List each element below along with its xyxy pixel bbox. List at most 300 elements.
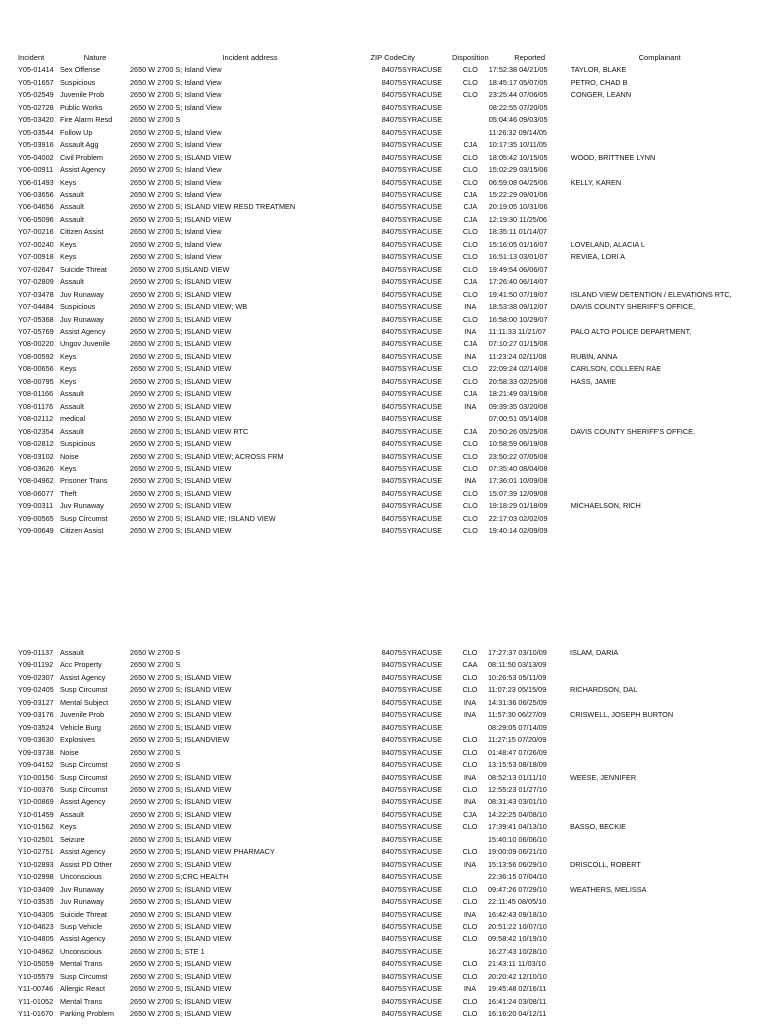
city-cell: SYRACUSE — [402, 809, 443, 819]
city-cell: SYRACUSE — [402, 648, 443, 657]
address-cell: 2650 W 2700 S; ISLAND VIEW — [130, 959, 232, 969]
city-cell: SYRACUSE — [402, 289, 443, 299]
reported-cell: 11:11:33 11/21/07 — [488, 326, 546, 336]
complainant-cell — [570, 697, 748, 709]
disposition-cell: CLO — [462, 488, 478, 498]
header-disposition: Disposition — [452, 53, 489, 62]
nature-cell: Juv Runaway — [60, 501, 104, 511]
reported-cell: 01:48:47 07/26/09 — [488, 747, 547, 757]
city-cell: SYRACUSE — [402, 214, 443, 224]
zip-cell: 84075 — [381, 339, 402, 349]
address-cell: 2650 W 2700 S; ISLAND VIEW — [130, 364, 232, 374]
table-row — [18, 896, 748, 908]
zip-cell: 84075 — [381, 202, 402, 212]
address-cell: 2650 W 2700 S; ISLAND VIEW — [130, 501, 232, 511]
incident-cell: Y10-05579 — [18, 971, 54, 981]
table-row — [18, 451, 749, 463]
reported-cell: 19:45:48 02/16/11 — [488, 984, 547, 994]
incident-cell: Y07-05368 — [18, 314, 54, 324]
address-cell: 2650 W 2700 S; ISLAND VIEW — [130, 834, 232, 844]
zip-cell: 84075 — [381, 376, 402, 386]
disposition-cell: CLO — [462, 513, 478, 523]
address-cell: 2650 W 2700 S; Island View — [130, 127, 222, 137]
nature-cell: Susp Circumst — [60, 760, 108, 770]
complainant-cell: RUBIN, ANNA — [570, 351, 618, 361]
complainant-cell — [571, 276, 749, 288]
complainant-cell — [571, 314, 749, 326]
address-cell: 2650 W 2700 S; Island View — [130, 252, 222, 262]
zip-cell: 84075 — [381, 302, 402, 312]
table-row — [18, 809, 748, 821]
reported-cell: 08:31:43 03/01/10 — [488, 797, 547, 807]
table-row — [18, 338, 749, 350]
zip-cell: 84075 — [381, 672, 402, 682]
table-row — [18, 513, 749, 525]
incident-cell: Y08-06077 — [18, 488, 54, 498]
complainant-cell — [570, 946, 748, 958]
table-row — [18, 264, 749, 276]
complainant-cell — [570, 809, 748, 821]
address-cell: 2650 W 2700 S; ISLAND VIEW — [130, 152, 232, 162]
nature-cell: Susp Circumst — [60, 772, 108, 782]
city-cell: SYRACUSE — [402, 685, 443, 695]
complainant-cell — [570, 933, 748, 945]
complainant-cell: RICHARDSON, DAL — [570, 685, 638, 695]
address-cell: 2650 W 2700 S; Island View — [130, 239, 222, 249]
nature-cell: Juv Runaway — [60, 897, 104, 907]
reported-cell: 10:26:53 05/11/09 — [488, 672, 547, 682]
incident-cell: Y06-05096 — [18, 214, 54, 224]
address-cell: 2650 W 2700 S; ISLAND VIEW — [130, 339, 232, 349]
disposition-cell: CLO — [462, 65, 478, 75]
address-cell: 2650 W 2700 S; ISLAND VIEW — [130, 710, 232, 720]
complainant-cell — [570, 958, 748, 970]
disposition-cell: CLO — [462, 735, 478, 745]
incident-cell: Y07-02809 — [18, 277, 54, 287]
nature-cell: Susp Circumst — [60, 513, 108, 523]
address-cell: 2650 W 2700 S; ISLAND VIEW — [130, 289, 232, 299]
reported-cell: 18:21:49 03/19/08 — [488, 389, 548, 399]
nature-cell: Assist Agency — [60, 847, 106, 857]
address-cell: 2650 W 2700 S — [130, 115, 181, 125]
nature-cell: medical — [60, 414, 86, 424]
zip-cell: 84075 — [381, 660, 402, 670]
disposition-cell: INA — [463, 697, 477, 707]
complainant-cell — [570, 747, 748, 759]
city-cell: SYRACUSE — [402, 672, 443, 682]
complainant-cell — [570, 722, 748, 734]
complainant-cell: DAVIS COUNTY SHERIFF'S OFFICE, — [570, 302, 696, 312]
city-cell: SYRACUSE — [402, 389, 443, 399]
disposition-cell: INA — [464, 351, 477, 361]
reported-cell: 17:26:40 06/14/07 — [488, 277, 548, 287]
incident-cell: Y06-03656 — [18, 189, 54, 199]
incident-cell: Y09-00311 — [18, 501, 54, 511]
nature-cell: Public Works — [60, 102, 103, 112]
table-row — [18, 77, 749, 89]
address-cell: 2650 W 2700 S;CRC HEALTH — [130, 872, 229, 882]
disposition-cell: INA — [463, 797, 477, 807]
incident-cell: Y05-03916 — [18, 140, 54, 150]
complainant-cell — [571, 463, 749, 475]
table-row — [18, 846, 748, 858]
city-cell: SYRACUSE — [402, 959, 443, 969]
incident-cell: Y09-01137 — [18, 648, 54, 657]
city-cell: SYRACUSE — [402, 747, 443, 757]
incident-cell: Y10-02751 — [18, 847, 54, 857]
disposition-cell: CLO — [462, 177, 478, 187]
reported-cell: 23:25:44 07/06/05 — [488, 90, 548, 100]
incident-cell: Y08-00592 — [18, 351, 54, 361]
incident-cell: Y08-00656 — [18, 364, 54, 374]
reported-cell: 18:45:17 05/07/05 — [488, 77, 548, 87]
nature-cell: Assault — [60, 648, 84, 657]
nature-cell: Allergic React — [60, 984, 106, 994]
incident-cell: Y09-00565 — [18, 513, 54, 523]
reported-cell: 17:27:37 03/10/09 — [488, 648, 547, 657]
reported-cell: 15:07:39 12/09/08 — [488, 488, 548, 498]
disposition-cell: CLO — [462, 1009, 478, 1019]
address-cell: 2650 W 2700 S; ISLAND VIEW — [130, 1009, 232, 1019]
disposition-cell — [452, 946, 488, 958]
address-cell: 2650 W 2700 S; Island View — [130, 140, 222, 150]
complainant-cell: CONGER, LEANN — [570, 90, 632, 100]
incident-cell: Y11-00746 — [18, 984, 54, 994]
incident-cell: Y05-02728 — [18, 102, 54, 112]
reported-cell: 20:58:33 02/25/08 — [488, 376, 548, 386]
address-cell: 2650 W 2700 S; ISLANDVIEW — [130, 735, 230, 745]
table-row — [18, 500, 749, 512]
incident-cell: Y08-04962 — [18, 476, 54, 486]
table-row — [18, 722, 748, 734]
complainant-cell — [571, 189, 749, 201]
zip-cell: 84075 — [381, 214, 402, 224]
city-cell: SYRACUSE — [402, 339, 443, 349]
complainant-cell: WEESE, JENNIFER — [570, 772, 637, 782]
complainant-cell — [570, 996, 748, 1008]
complainant-cell — [570, 983, 748, 995]
complainant-cell: CARLSON, COLLEEN RAE — [570, 364, 662, 374]
city-cell: SYRACUSE — [402, 984, 443, 994]
incident-cell: Y05-01657 — [18, 77, 54, 87]
city-cell: SYRACUSE — [402, 996, 443, 1006]
disposition-cell: CLO — [462, 648, 478, 657]
reported-cell: 19:49:54 06/06/07 — [488, 264, 548, 274]
disposition-cell: CLO — [462, 685, 478, 695]
address-cell: 2650 W 2700 S; Island View — [130, 177, 222, 187]
disposition-cell: CJA — [463, 140, 478, 150]
disposition-cell: CLO — [462, 971, 478, 981]
incident-cell: Y08-03626 — [18, 463, 54, 473]
address-cell: 2650 W 2700 S; ISLAND VIEW — [130, 996, 232, 1006]
complainant-cell — [571, 201, 749, 213]
nature-cell: Unconscious — [60, 872, 102, 882]
zip-cell: 84075 — [381, 747, 402, 757]
table-row — [18, 759, 748, 771]
city-cell: SYRACUSE — [402, 834, 443, 844]
nature-cell: Keys — [60, 376, 77, 386]
zip-cell: 84075 — [381, 189, 402, 199]
complainant-cell — [571, 475, 749, 487]
address-cell: 2650 W 2700 S; ISLAND VIEW — [130, 476, 232, 486]
table-row — [18, 413, 749, 425]
disposition-cell: INA — [464, 401, 477, 411]
reported-cell: 20:20:42 12/10/10 — [488, 971, 547, 981]
incident-cell: Y07-05769 — [18, 326, 54, 336]
nature-cell: Assault — [60, 214, 84, 224]
city-cell: SYRACUSE — [402, 735, 443, 745]
zip-cell: 84075 — [381, 451, 402, 461]
address-cell: 2650 W 2700 S — [130, 648, 181, 657]
disposition-cell: CLO — [462, 227, 478, 237]
nature-cell: Suicide Threat — [60, 909, 107, 919]
address-cell: 2650 W 2700 S; ISLAND VIEW — [130, 909, 232, 919]
complainant-cell: REVIEA, LORI A — [570, 252, 626, 262]
address-cell: 2650 W 2700 S; STE 1 — [130, 946, 205, 956]
incident-cell: Y08-01176 — [18, 401, 54, 411]
header-incident: Incident — [18, 53, 45, 62]
complainant-cell — [570, 909, 748, 921]
reported-cell: 18:05:42 10/15/05 — [488, 152, 548, 162]
table-row — [18, 475, 749, 487]
reported-cell: 11:07:23 05/15/09 — [488, 685, 547, 695]
city-cell: SYRACUSE — [402, 376, 443, 386]
nature-cell: Citizen Assist — [60, 227, 104, 237]
address-cell: 2650 W 2700 S; ISLAND VIEW — [130, 697, 232, 707]
complainant-cell — [571, 102, 749, 114]
reported-cell: 06:59:08 04/25/06 — [488, 177, 548, 187]
complainant-cell: LOVELAND, ALACIA L — [570, 239, 645, 249]
header-address: Incident address — [222, 53, 278, 62]
nature-cell: Susp Circumst — [60, 971, 108, 981]
city-cell: SYRACUSE — [402, 897, 443, 907]
disposition-cell: INA — [463, 909, 477, 919]
address-cell: 2650 W 2700 S; ISLAND VIEW — [130, 214, 232, 224]
complainant-cell — [570, 784, 748, 796]
incident-cell: Y06-00911 — [18, 165, 54, 175]
incident-cell: Y10-04305 — [18, 909, 54, 919]
address-cell: 2650 W 2700 S — [130, 747, 181, 757]
table-row — [18, 946, 748, 958]
zip-cell: 84075 — [381, 102, 402, 112]
reported-cell: 11:23:24 02/11/08 — [488, 351, 547, 361]
disposition-cell — [452, 413, 489, 425]
nature-cell: Suspicious — [60, 302, 96, 312]
incident-cell: Y06-01493 — [18, 177, 54, 187]
disposition-cell: CLO — [462, 165, 478, 175]
address-cell: 2650 W 2700 S; Island View — [130, 189, 222, 199]
nature-cell: Juv Runaway — [60, 884, 104, 894]
disposition-cell: CLO — [462, 451, 478, 461]
nature-cell: Explosives — [60, 735, 95, 745]
disposition-cell: CJA — [463, 277, 478, 287]
incident-cell: Y06-04656 — [18, 202, 54, 212]
reported-cell: 15:16:05 01/16/07 — [488, 239, 548, 249]
complainant-cell: ISLAND VIEW DETENTION / ELEVATIONS RTC, — [570, 289, 732, 299]
header-nature: Nature — [83, 53, 107, 62]
complainant-cell: BASSO, BECKIE — [570, 822, 626, 832]
disposition-cell: CLO — [462, 847, 478, 857]
reported-cell: 18:35:11 01/14/07 — [488, 227, 547, 237]
reported-cell: 12:55:23 01/27/10 — [488, 784, 547, 794]
address-cell: 2650 W 2700 S; ISLAND VIEW — [130, 351, 232, 361]
disposition-cell: CLO — [462, 364, 478, 374]
reported-cell: 22:09:24 02/14/08 — [488, 364, 548, 374]
disposition-cell — [452, 834, 488, 846]
zip-cell: 84075 — [381, 735, 402, 745]
zip-cell: 84075 — [381, 77, 402, 87]
nature-cell: Assist Agency — [60, 326, 106, 336]
city-cell: SYRACUSE — [402, 872, 443, 882]
address-cell: 2650 W 2700 S — [130, 760, 181, 770]
incident-cell: Y08-02112 — [18, 414, 54, 424]
city-cell: SYRACUSE — [402, 909, 443, 919]
incident-cell: Y08-02812 — [18, 439, 54, 449]
disposition-cell: CAA — [462, 660, 478, 670]
city-cell: SYRACUSE — [402, 772, 443, 782]
zip-cell: 84075 — [381, 90, 402, 100]
zip-cell: 84075 — [381, 526, 402, 536]
city-cell: SYRACUSE — [402, 426, 443, 436]
complainant-cell: WEATHERS, MELISSA — [570, 884, 647, 894]
nature-cell: Citizen Assist — [60, 526, 104, 536]
table-row — [18, 734, 748, 746]
reported-cell: 18:53:38 09/12/07 — [488, 302, 548, 312]
city-cell: SYRACUSE — [402, 697, 443, 707]
disposition-cell: CLO — [462, 239, 478, 249]
complainant-cell — [571, 488, 749, 500]
nature-cell: Follow Up — [60, 127, 93, 137]
reported-cell: 09:47:26 07/29/10 — [488, 884, 547, 894]
table-row — [18, 672, 748, 684]
table-row — [18, 859, 748, 871]
city-cell: SYRACUSE — [402, 302, 443, 312]
zip-cell: 84075 — [381, 648, 402, 657]
city-cell: SYRACUSE — [402, 277, 443, 287]
complainant-cell — [571, 226, 749, 238]
disposition-cell: CJA — [463, 214, 478, 224]
incident-cell: Y08-03102 — [18, 451, 54, 461]
disposition-cell: INA — [464, 326, 477, 336]
incident-cell: Y10-01562 — [18, 822, 54, 832]
reported-cell: 17:36:01 10/09/08 — [488, 476, 548, 486]
disposition-cell: CLO — [462, 884, 478, 894]
zip-cell: 84075 — [381, 239, 402, 249]
nature-cell: Keys — [60, 252, 77, 262]
address-cell: 2650 W 2700 S — [130, 660, 181, 670]
incident-cell: Y10-00376 — [18, 784, 54, 794]
complainant-cell — [571, 513, 749, 525]
nature-cell: Mental Trans — [60, 996, 103, 1006]
disposition-cell — [452, 722, 488, 734]
address-cell: 2650 W 2700 S; ISLAND VIEW — [130, 809, 232, 819]
city-cell: SYRACUSE — [402, 252, 443, 262]
table-row — [18, 363, 749, 375]
complainant-cell: KELLY, KAREN — [570, 177, 622, 187]
incident-cell: Y09-03630 — [18, 735, 54, 745]
complainant-cell: TAYLOR, BLAKE — [570, 65, 627, 75]
table-row — [18, 834, 748, 846]
reported-cell: 16:27:43 10/28/10 — [488, 946, 547, 956]
disposition-cell: CLO — [462, 934, 478, 944]
city-cell: SYRACUSE — [402, 102, 443, 112]
city-cell: SYRACUSE — [402, 202, 443, 212]
header-complainant: Complainant — [638, 53, 681, 62]
table-row — [18, 152, 749, 164]
disposition-cell: CLO — [462, 289, 478, 299]
address-cell: 2650 W 2700 S; Island View — [130, 65, 222, 75]
incident-cell: Y07-03478 — [18, 289, 54, 299]
incident-cell: Y10-05059 — [18, 959, 54, 969]
reported-cell: 15:22:29 09/01/06 — [488, 189, 548, 199]
table-row — [18, 139, 749, 151]
disposition-cell: CLO — [462, 77, 478, 87]
disposition-cell: CLO — [462, 760, 478, 770]
reported-cell: 19:18:29 01/18/09 — [488, 501, 548, 511]
nature-cell: Keys — [60, 239, 77, 249]
table-row — [18, 102, 749, 114]
incident-cell: Y10-02501 — [18, 834, 54, 844]
nature-cell: Juv Runaway — [60, 314, 104, 324]
complainant-cell — [571, 451, 749, 463]
city-cell: SYRACUSE — [402, 314, 443, 324]
table-row — [18, 388, 749, 400]
nature-cell: Parking Problem — [60, 1009, 114, 1019]
complainant-cell — [570, 896, 748, 908]
complainant-cell — [571, 127, 749, 139]
complainant-cell — [571, 388, 749, 400]
incident-cell: Y09-02405 — [18, 685, 54, 695]
disposition-cell: CJA — [463, 202, 478, 212]
complainant-cell — [571, 139, 749, 151]
address-cell: 2650 W 2700 S; ISLAND VIEW — [130, 401, 232, 411]
table-row — [18, 871, 748, 883]
table-row — [18, 488, 749, 500]
address-cell: 2650 W 2700 S; ISLAND VIEW — [130, 414, 232, 424]
zip-cell: 84075 — [381, 264, 402, 274]
disposition-cell: INA — [463, 984, 477, 994]
city-cell: SYRACUSE — [402, 710, 443, 720]
zip-cell: 84075 — [381, 872, 402, 882]
zip-cell: 84075 — [381, 834, 402, 844]
incident-cell: Y05-03544 — [18, 127, 54, 137]
incident-cell: Y11-01670 — [18, 1009, 54, 1019]
reported-cell: 17:39:41 04/13/10 — [488, 822, 547, 832]
incident-cell: Y08-00220 — [18, 339, 54, 349]
table-row — [18, 438, 749, 450]
zip-cell: 84075 — [381, 127, 402, 137]
complainant-cell — [570, 1008, 748, 1020]
city-cell: SYRACUSE — [402, 227, 443, 237]
incident-cell: Y10-04805 — [18, 934, 54, 944]
incident-cell: Y10-01459 — [18, 809, 54, 819]
city-cell: SYRACUSE — [402, 784, 443, 794]
nature-cell: Keys — [60, 177, 77, 187]
zip-cell: 84075 — [381, 389, 402, 399]
address-cell: 2650 W 2700 S;ISLAND VIEW — [130, 264, 230, 274]
complainant-cell: CRISWELL, JOSEPH BURTON — [570, 710, 674, 720]
table-body — [18, 647, 748, 1021]
disposition-cell: CLO — [462, 314, 478, 324]
disposition-cell: CLO — [462, 996, 478, 1006]
reported-cell: 11:27:15 07/20/09 — [488, 735, 547, 745]
disposition-cell: CLO — [462, 252, 478, 262]
complainant-cell: DAVIS COUNTY SHERIFF'S OFFICE, — [570, 426, 696, 436]
nature-cell: Juv Runaway — [60, 289, 104, 299]
reported-cell: 07:00:51 05/14/08 — [488, 414, 548, 424]
address-cell: 2650 W 2700 S; Island View — [130, 77, 222, 87]
zip-cell: 84075 — [381, 463, 402, 473]
